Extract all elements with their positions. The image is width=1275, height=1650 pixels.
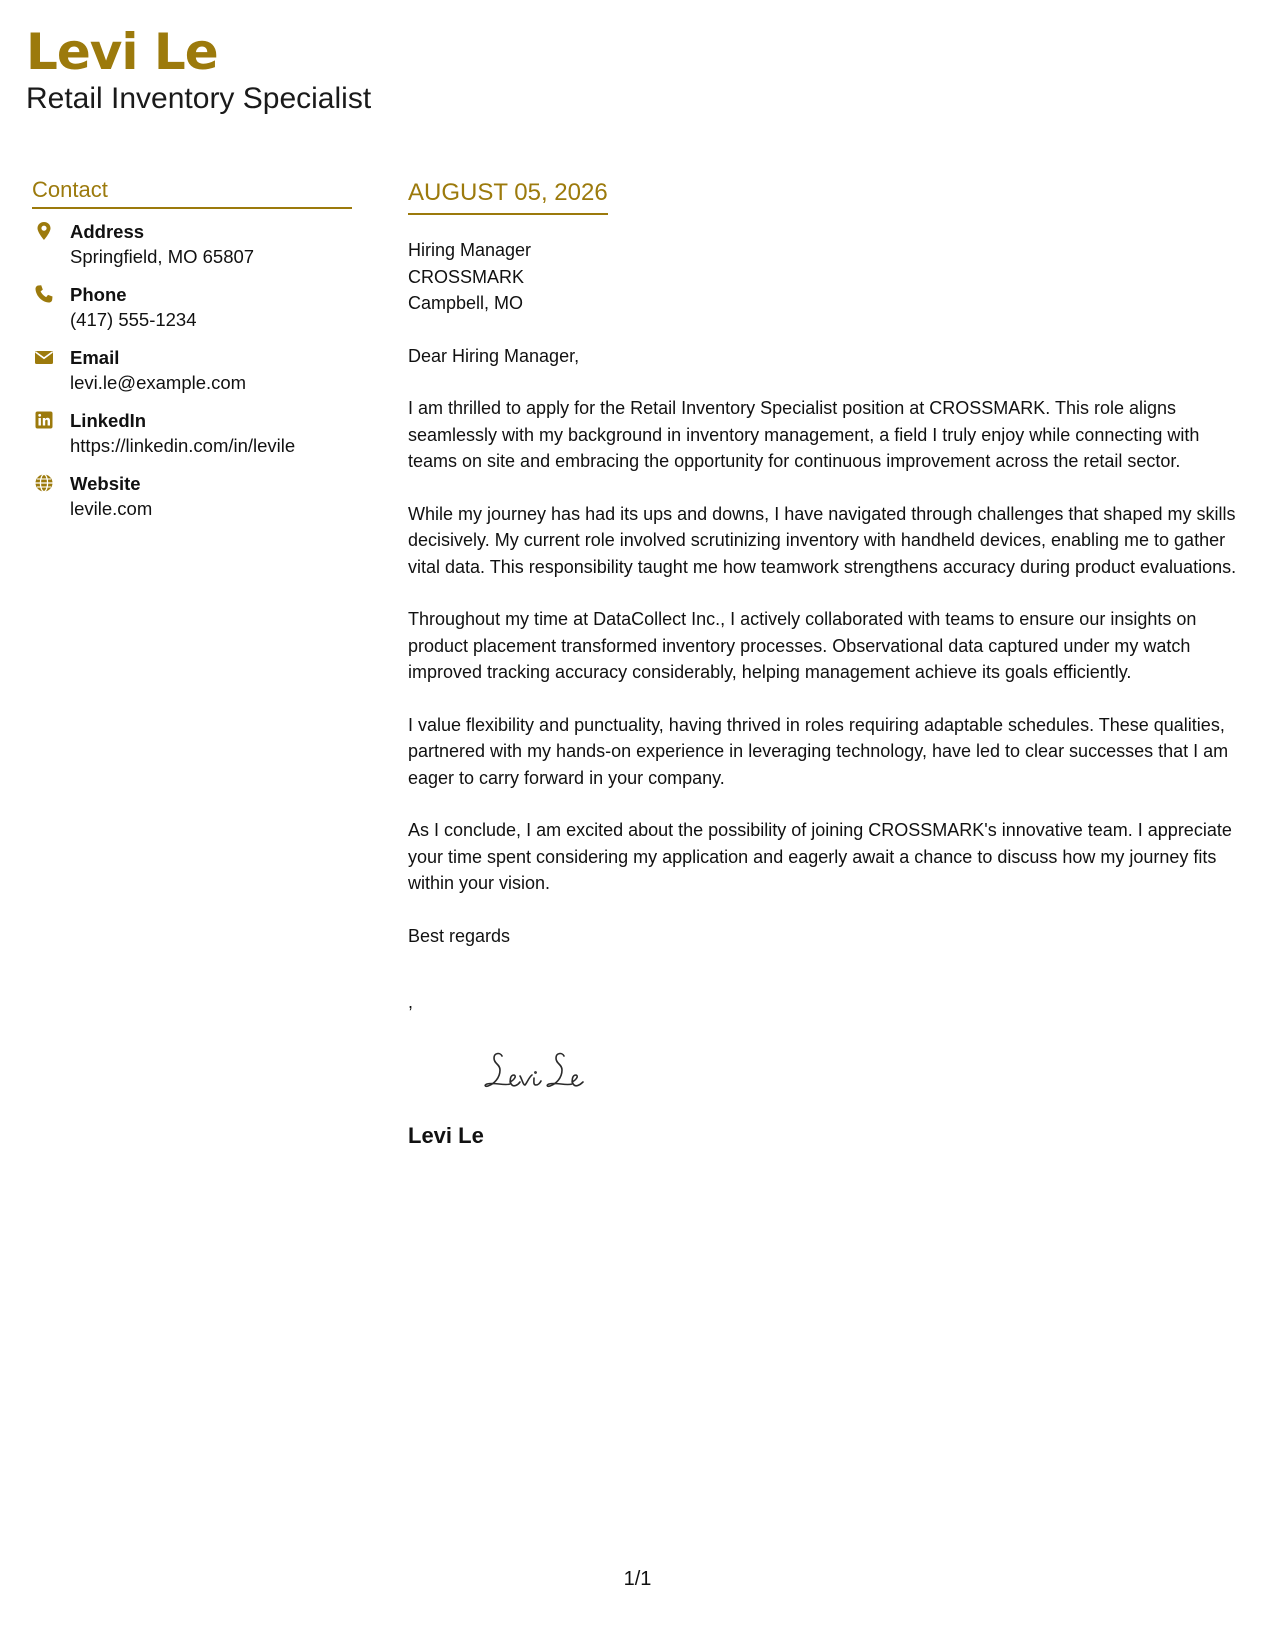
header: [26, 22, 371, 118]
contact-item-linkedin: [32, 408, 352, 458]
contact-value: Springfield, MO 65807: [70, 246, 255, 267]
body-paragraph: While my journey has had its ups and downs, I have navigated through challenges that shaped my skills decisively. My current role involved scrutinizing inventory with handheld devices, enabling me to gather vital data. This responsibility taught me how teamwork strengthens accuracy during product evaluations.: [408, 503, 1237, 577]
linkedin-link[interactable]: https://linkedin.com/in/levile: [70, 435, 296, 456]
envelope-icon: [34, 347, 54, 367]
contact-label: Website: [70, 473, 141, 494]
contact-item-phone: [32, 282, 352, 332]
date-underline: [408, 178, 608, 215]
recipient-line: Hiring Manager: [408, 240, 532, 260]
contact-item-website: [32, 471, 352, 521]
letter-body: [408, 178, 1238, 1150]
contact-label: Address: [70, 221, 145, 242]
handwritten-signature: [480, 1044, 610, 1100]
page-number: 1/1: [623, 1568, 652, 1590]
closing: Best regards: [408, 925, 511, 946]
contact-label: Email: [70, 347, 120, 368]
recipient-line: CROSSMARK: [408, 266, 525, 287]
signer-name: Levi Le: [408, 1122, 484, 1148]
job-title: Retail Inventory Specialist: [26, 82, 372, 115]
contact-label: LinkedIn: [70, 410, 147, 431]
contact-item-address: [32, 219, 352, 269]
contact-value: (417) 555-1234: [70, 309, 197, 330]
recipient-line: Campbell, MO: [408, 293, 524, 313]
body-paragraph: As I conclude, I am excited about the possibility of joining CROSSMARK's innovative team. I appreciate your time spent considering my application and eagerly await a chance to discuss how my journey fits within your vision.: [408, 820, 1232, 893]
body-paragraph: Throughout my time at DataCollect Inc., I actively collaborated with teams to ensure our insights on product placement transformed inventory processes. Observational data captured under my watch improved tracking accuracy considerably, helping management achieve its goals efficiently.: [408, 609, 1197, 682]
website-link[interactable]: levile.com: [70, 498, 153, 519]
salutation: Dear Hiring Manager,: [408, 345, 580, 366]
linkedin-icon: [34, 410, 54, 430]
contact-item-email: [32, 345, 352, 395]
body-paragraph: I value flexibility and punctuality, having thrived in roles requiring adaptable schedules. These qualities, partnered with my hands-on experience in leveraging technology, have led to clear successes that I am eager to carry forward in your company.: [408, 714, 1229, 788]
contact-label: Phone: [70, 284, 127, 305]
applicant-name: Levi Le: [26, 23, 218, 81]
closing-comma: ,: [408, 992, 414, 1012]
map-pin-icon: [34, 221, 54, 241]
letter-date: AUGUST 05, 2026: [408, 179, 608, 206]
body-paragraph: I am thrilled to apply for the Retail Inventory Specialist position at CROSSMARK. This role aligns seamlessly with my background in inventory management, a field I truly enjoy while connecting with teams on site and embracing the opportunity for continuous improvement across the retail sector.: [408, 398, 1200, 471]
globe-icon: [34, 473, 54, 493]
contact-sidebar: [32, 176, 352, 534]
phone-icon: [34, 284, 54, 304]
recipient-block: [408, 237, 1238, 317]
contact-heading: Contact: [32, 176, 352, 209]
email-link[interactable]: levi.le@example.com: [70, 372, 247, 393]
